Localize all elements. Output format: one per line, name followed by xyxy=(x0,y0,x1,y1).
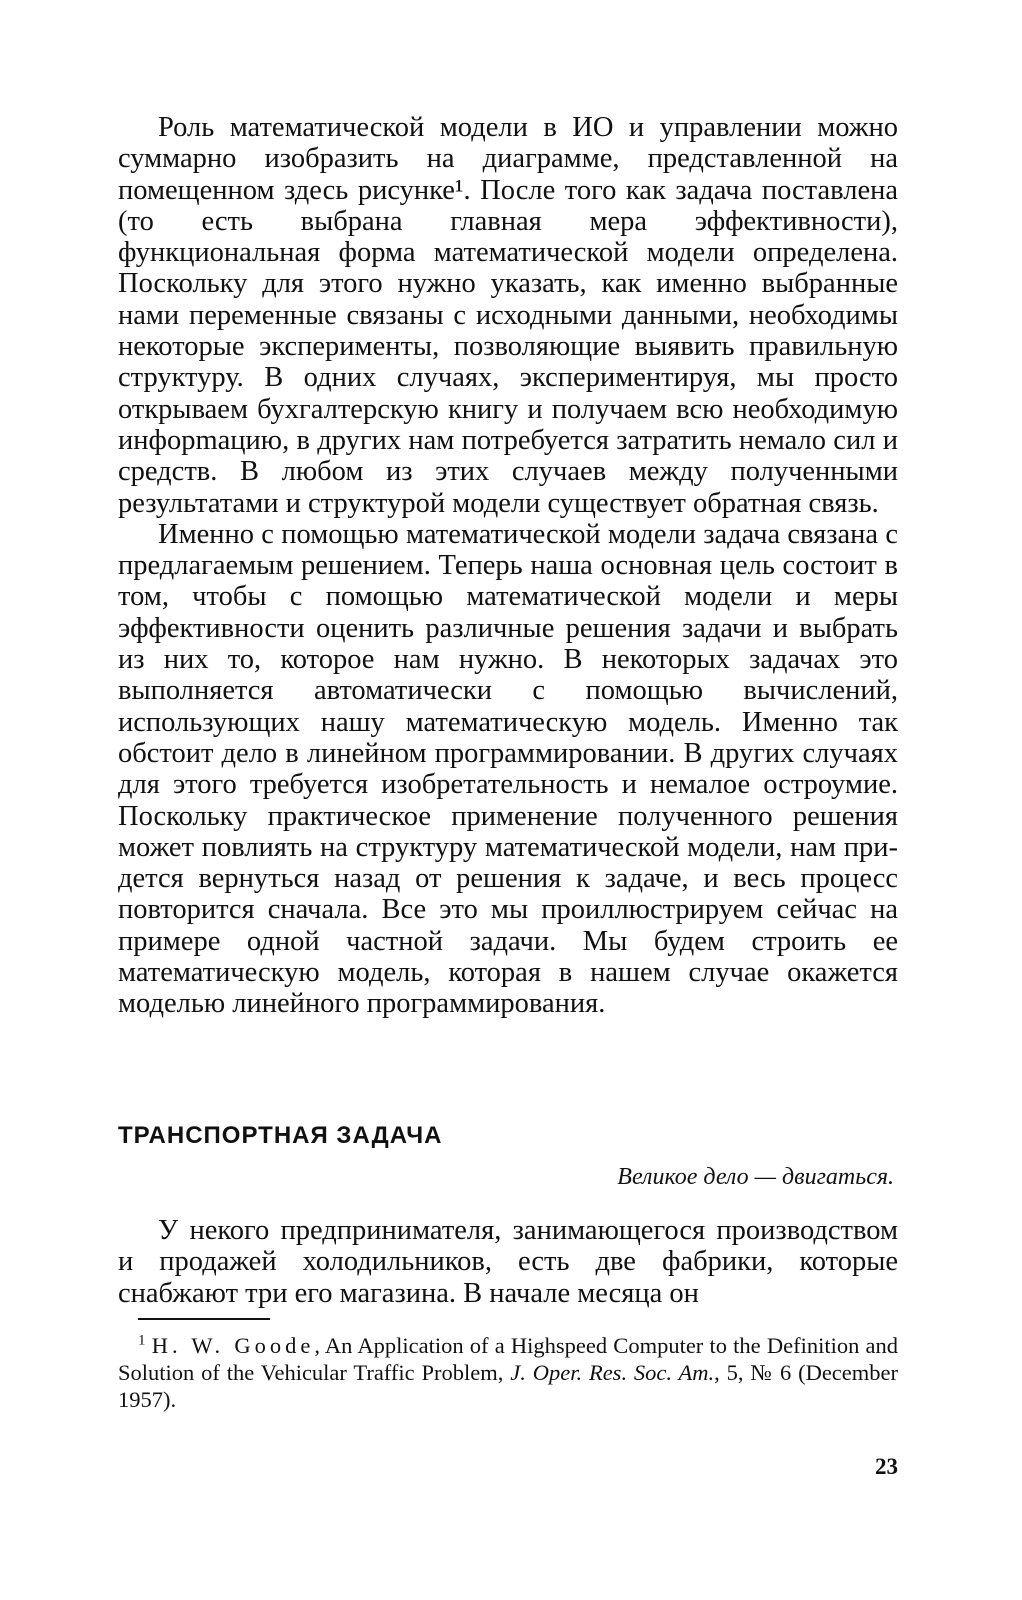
footnote xyxy=(118,1332,898,1413)
paragraph-2: Именно с помощью математической модели задача связана с предлагаемым решением. Теперь наша основная цель состоит в том, чтобы с помощью математической модели и меры эффективности оценить различные решения задачи и выбрать из них то, которое нам нужно. В некоторых задачах это выполняется автоматически с помощью вычислений, использующих нашу математическую модель. Именно так обстоит дело в линейном программировании. В других случаях для этого требуется изобретательность и немалое остроумие. Поскольку практическое применение полученного решения может повлиять на структуру математической модели, нам придется вернуться назад от решения к задаче, и весь процесс повторится сначала. Все это мы проиллюстрируем сейчас на примере одной частной задачи. Мы будем строить ее математическую модель, которая в нашем случае окажется моделью линейного программирования. xyxy=(118,518,898,1020)
epigraph: Великое дело — двигаться. xyxy=(617,1164,894,1190)
page-content xyxy=(118,112,899,1479)
footnote-author: H. W. Goode xyxy=(151,1333,315,1358)
footnote-mark: 1 xyxy=(138,1332,146,1349)
footnote-text-1: , An Application of a Highspeed Computer to the Definition and Solution of the Vehicular Traffic Problem, xyxy=(118,1333,899,1385)
page-number: 23 xyxy=(875,1454,898,1479)
footnote-journal: J. Oper. Res. Soc. Am. xyxy=(510,1360,715,1385)
section-heading: ТРАНСПОРТНАЯ ЗАДАЧА xyxy=(118,1122,443,1149)
footnote-divider xyxy=(138,1318,270,1320)
footnote-text-2: , 5, № 6 (December 1957). xyxy=(118,1360,899,1412)
paragraph-3: У некого предпринимателя, занимающегося производством и продажей холодильников, есть две фабрики, которые снабжают три его магазина. В начале месяца он xyxy=(118,1215,898,1309)
paragraph-1: Роль математической модели в ИО и управлении можно суммарно изобразить на диаграмме, представленной на помещенном здесь рисунке¹. После того как задача поставлена (то есть выбрана главная мера эффективности), функциональная форма математической модели определена. Поскольку для этого нужно указать, как именно выбранные нами переменные связаны с исходными данными, необходимы некоторые эксперименты, позволяющие выявить правильную структуру. В одних случаях, экспериментируя, мы просто открываем бухгалтерскую книгу и получаем всю необходимую инфорmацию, в других нам потребуется затратить немало сил и средств. В любом из этих случаев между полученными результатами и структурой модели существует обратная связь. xyxy=(118,112,898,519)
